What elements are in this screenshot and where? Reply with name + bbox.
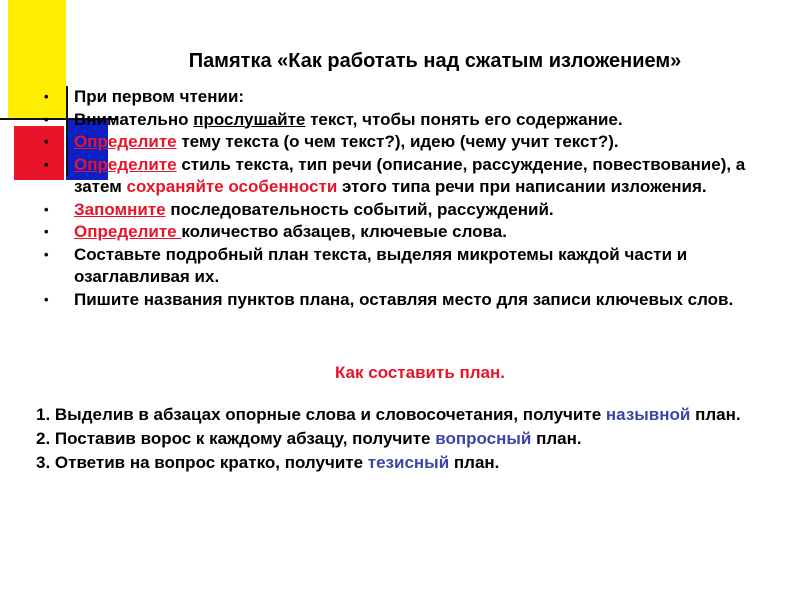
bullet-icon: •: [44, 224, 49, 239]
list-item: [44, 244, 784, 289]
plan-type-highlight: назывной: [605, 405, 691, 424]
bullet-icon: •: [44, 201, 49, 217]
bullet-icon: •: [44, 246, 49, 262]
plan-item: [36, 451, 786, 475]
item-text: стиль текста, тип речи (описание, рассуждение, повествование), а затем: [74, 154, 746, 196]
plan-item-text: план.: [449, 453, 500, 472]
highlighted-phrase: сохраняйте особенности: [126, 177, 338, 196]
list-item: [44, 289, 784, 312]
plan-item: [36, 403, 786, 427]
item-text: При первом чтении:: [74, 87, 245, 106]
bullet-icon: •: [44, 111, 49, 127]
bullet-icon: •: [44, 156, 49, 172]
list-item: [44, 221, 784, 244]
item-text: количество абзацев, ключевые слова.: [181, 222, 507, 241]
plan-item-text: 3. Ответив на вопрос кратко, получите: [36, 453, 368, 472]
plan-item-text: 1. Выделив в абзацах опорные слова и словосочетания, получите: [36, 405, 606, 424]
page-title: Памятка «Как работать над сжатым изложением»: [188, 50, 682, 72]
bullet-icon: •: [44, 89, 49, 104]
highlighted-verb: Определите: [74, 132, 177, 151]
item-text: Пишите названия пунктов плана, оставляя место для записи ключевых слов.: [74, 289, 734, 309]
item-text: последовательность событий, рассуждений.: [165, 199, 554, 219]
item-text: тему текста (о чем текст?), идею (чему учит текст?).: [176, 132, 619, 151]
item-text: Внимательно: [74, 109, 194, 129]
list-item: [44, 109, 784, 132]
plan-type-highlight: тезисный: [367, 453, 450, 472]
plan-type-highlight: вопросный: [435, 429, 532, 448]
plan-item: [36, 427, 786, 451]
plan-heading: Как составить план.: [334, 363, 506, 382]
list-item: [44, 154, 784, 199]
plan-list: [36, 403, 786, 475]
list-item: [44, 86, 784, 109]
plan-item-text: 2. Поставив ворос к каждому абзацу, получите: [36, 429, 436, 448]
item-text: текст, чтобы понять его содержание.: [305, 109, 623, 129]
bullet-icon: •: [44, 291, 49, 307]
highlighted-verb: Определите: [74, 222, 182, 241]
list-item: [44, 199, 784, 222]
plan-item-text: план.: [531, 429, 582, 448]
item-text: Составьте подробный план текста, выделяя микротемы каждой части и озаглавливая их.: [74, 244, 688, 286]
list-item: [44, 131, 784, 154]
plan-item-text: план.: [690, 405, 741, 424]
highlighted-verb: Запомните: [74, 199, 166, 219]
underlined-word: прослушайте: [193, 109, 306, 129]
bullet-icon: •: [44, 134, 49, 149]
highlighted-verb: Определите: [74, 154, 177, 174]
item-text: этого типа речи при написании изложения.: [337, 177, 707, 196]
instruction-list: [44, 86, 784, 311]
